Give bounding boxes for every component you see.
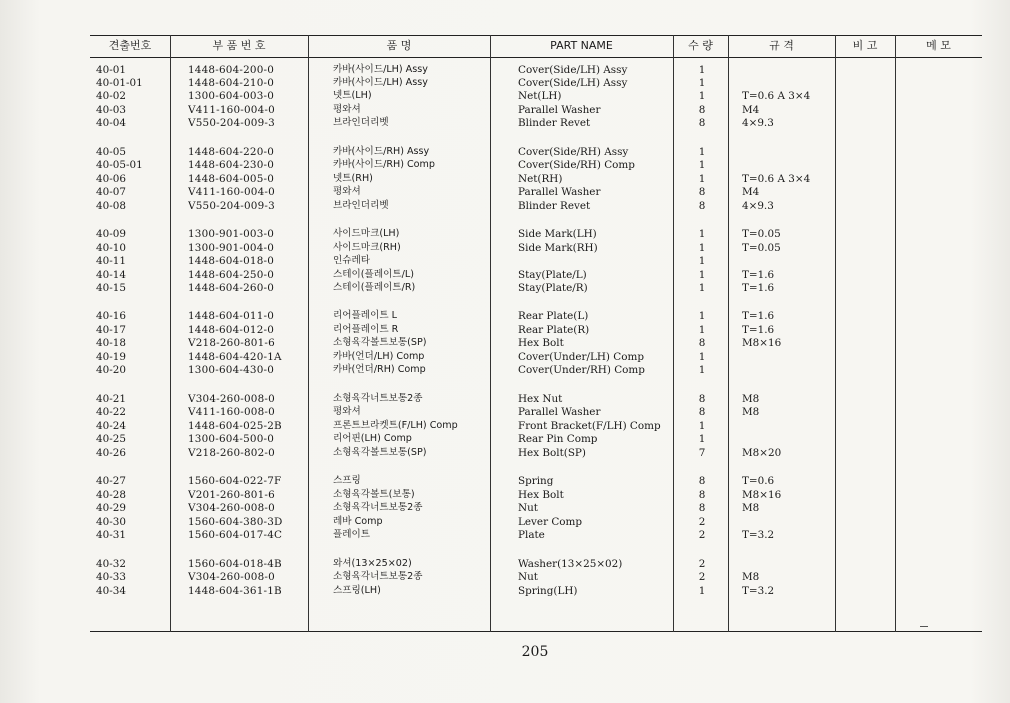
cell-qty: 1 xyxy=(698,310,706,322)
cell-qty: 1 xyxy=(698,269,706,281)
cell-kor: 카바(사이드/RH) Comp xyxy=(333,159,435,170)
cell-eng: Parallel Washer xyxy=(518,104,601,116)
cell-qty: 1 xyxy=(698,282,706,294)
cell-kor: 소형육각너트보통2종 xyxy=(333,502,423,513)
cell-eng: Blinder Revet xyxy=(518,117,591,129)
table-row xyxy=(90,268,982,282)
cell-part-no: 1300-604-500-0 xyxy=(188,433,275,445)
cell-part-no: 1448-604-025-2B xyxy=(188,420,282,432)
cell-qty: 2 xyxy=(698,558,706,570)
cell-kor: 스프링(LH) xyxy=(333,585,381,596)
cell-kor: 카바(사이드/LH) Assy xyxy=(333,77,428,88)
cell-part-no: 1300-604-003-0 xyxy=(188,90,275,102)
table-row xyxy=(90,528,982,542)
cell-code: 40-03 xyxy=(96,104,126,116)
cell-qty: 1 xyxy=(698,420,706,432)
cell-qty: 7 xyxy=(698,447,706,459)
cell-spec: T=0.6 A 3×4 xyxy=(742,173,811,185)
page-number: 205 xyxy=(521,644,549,660)
cell-eng: Cover(Side/RH) Comp xyxy=(518,159,635,171)
cell-eng: Rear Plate(L) xyxy=(518,310,589,322)
table-row xyxy=(90,63,982,77)
cell-spec: 4×9.3 xyxy=(742,200,774,212)
cell-part-no: V201-260-801-6 xyxy=(188,489,275,501)
cell-part-no: 1448-604-230-0 xyxy=(188,159,275,171)
cell-qty: 2 xyxy=(698,571,706,583)
cell-kor: 소형육각볼트보통(SP) xyxy=(333,337,427,348)
cell-qty: 1 xyxy=(698,585,706,597)
cell-qty: 1 xyxy=(698,77,706,89)
cell-qty: 2 xyxy=(698,516,706,528)
table-row xyxy=(90,515,982,529)
cell-eng: Spring(LH) xyxy=(518,585,578,597)
table-row xyxy=(90,158,982,172)
cell-kor: 레바 Comp xyxy=(333,516,383,527)
cell-code: 40-02 xyxy=(96,90,126,102)
cell-code: 40-19 xyxy=(96,351,126,363)
table-row xyxy=(90,336,982,350)
cell-eng: Parallel Washer xyxy=(518,186,601,198)
cell-spec: M8 xyxy=(742,406,760,418)
cell-eng: Side Mark(LH) xyxy=(518,228,597,240)
table-row xyxy=(90,199,982,213)
cell-code: 40-25 xyxy=(96,433,126,445)
cell-part-no: V550-204-009-3 xyxy=(188,200,275,212)
cell-eng: Cover(Side/RH) Assy xyxy=(518,146,629,158)
cell-spec: M8×16 xyxy=(742,489,782,501)
cell-qty: 1 xyxy=(698,324,706,336)
table-row xyxy=(90,103,982,117)
table-row xyxy=(90,281,982,295)
table-row xyxy=(90,350,982,364)
table-row xyxy=(90,309,982,323)
table-row xyxy=(90,89,982,103)
table-row xyxy=(90,241,982,255)
header-name-kor: 품 명 xyxy=(386,39,412,52)
cell-part-no: V411-160-004-0 xyxy=(188,104,275,116)
cell-eng: Stay(Plate/R) xyxy=(518,282,588,294)
cell-qty: 8 xyxy=(698,489,706,501)
cell-qty: 8 xyxy=(698,337,706,349)
cell-eng: Lever Comp xyxy=(518,516,583,528)
cell-qty: 1 xyxy=(698,242,706,254)
cell-eng: Hex Bolt(SP) xyxy=(518,447,586,459)
cell-eng: Hex Bolt xyxy=(518,489,564,501)
cell-spec: 4×9.3 xyxy=(742,117,774,129)
cell-eng: Hex Bolt xyxy=(518,337,564,349)
cell-kor: 소형육각볼트보통(SP) xyxy=(333,447,427,458)
table-row xyxy=(90,446,982,460)
cell-kor: 프론트브라켓트(F/LH) Comp xyxy=(333,420,458,431)
cell-kor: 넷트(RH) xyxy=(333,173,373,184)
cell-eng: Nut xyxy=(518,502,538,514)
cell-eng: Cover(Under/LH) Comp xyxy=(518,351,644,363)
cell-code: 40-29 xyxy=(96,502,126,514)
cell-kor: 리어플레이트 L xyxy=(333,310,397,321)
cell-qty: 1 xyxy=(698,364,706,376)
cell-kor: 평와셔 xyxy=(333,406,361,417)
cell-code: 40-10 xyxy=(96,242,126,254)
cell-kor: 소형육각볼트(보통) xyxy=(333,489,415,500)
cell-kor: 카바(사이드/LH) Assy xyxy=(333,64,428,75)
cell-part-no: 1448-604-220-0 xyxy=(188,146,275,158)
cell-qty: 8 xyxy=(698,502,706,514)
cell-code: 40-31 xyxy=(96,529,126,541)
cell-part-no: 1448-604-005-0 xyxy=(188,173,275,185)
cell-kor: 사이드마크(LH) xyxy=(333,228,400,239)
cell-eng: Hex Nut xyxy=(518,393,563,405)
cell-spec: T=1.6 xyxy=(742,310,775,322)
cell-spec: T=1.6 xyxy=(742,269,775,281)
cell-code: 40-30 xyxy=(96,516,126,528)
cell-eng: Net(LH) xyxy=(518,90,562,102)
cell-code: 40-24 xyxy=(96,420,126,432)
cell-code: 40-01-01 xyxy=(96,77,143,89)
table-row xyxy=(90,392,982,406)
cell-code: 40-05 xyxy=(96,146,126,158)
cell-eng: Rear Pin Comp xyxy=(518,433,598,445)
header-qty: 수 량 xyxy=(688,39,713,52)
cell-part-no: V304-260-008-0 xyxy=(188,393,275,405)
cell-part-no: 1448-604-012-0 xyxy=(188,324,275,336)
table-row xyxy=(90,419,982,433)
parts-table xyxy=(90,35,982,632)
cell-kor: 넷트(LH) xyxy=(333,90,372,101)
cell-kor: 사이드마크(RH) xyxy=(333,242,401,253)
cell-code: 40-22 xyxy=(96,406,126,418)
cell-eng: Cover(Side/LH) Assy xyxy=(518,77,628,89)
cell-part-no: 1300-901-004-0 xyxy=(188,242,275,254)
cell-code: 40-15 xyxy=(96,282,126,294)
cell-spec: M8×16 xyxy=(742,337,782,349)
table-bottom-rule xyxy=(90,631,982,632)
cell-part-no: 1448-604-260-0 xyxy=(188,282,275,294)
cell-kor: 카바(사이드/RH) Assy xyxy=(333,146,430,157)
cell-spec: M4 xyxy=(742,104,760,116)
cell-code: 40-21 xyxy=(96,393,126,405)
cell-part-no: 1448-604-200-0 xyxy=(188,64,275,76)
cell-spec: T=1.6 xyxy=(742,324,775,336)
table-row xyxy=(90,557,982,571)
cell-kor: 스테이(플레이트/L) xyxy=(333,269,414,280)
cell-part-no: 1560-604-380-3D xyxy=(188,516,283,528)
cell-kor: 브라인더리벳 xyxy=(333,200,389,211)
cell-qty: 2 xyxy=(698,529,706,541)
cell-qty: 8 xyxy=(698,406,706,418)
cell-eng: Side Mark(RH) xyxy=(518,242,598,254)
cell-kor: 카바(언더/RH) Comp xyxy=(333,364,426,375)
cell-qty: 1 xyxy=(698,255,706,267)
cell-kor: 소형육각너트보통2종 xyxy=(333,393,423,404)
cell-spec: M8×20 xyxy=(742,447,782,459)
cell-qty: 1 xyxy=(698,159,706,171)
header-part-name: PART NAME xyxy=(550,39,613,52)
cell-part-no: 1448-604-011-0 xyxy=(188,310,275,322)
cell-part-no: 1448-604-210-0 xyxy=(188,77,275,89)
cell-code: 40-20 xyxy=(96,364,126,376)
cell-part-no: V218-260-801-6 xyxy=(188,337,275,349)
cell-kor: 스테이(플레이트/R) xyxy=(333,282,416,293)
cell-spec: T=3.2 xyxy=(742,585,775,597)
cell-qty: 8 xyxy=(698,186,706,198)
corner-mark xyxy=(920,626,928,627)
cell-part-no: V550-204-009-3 xyxy=(188,117,275,129)
cell-code: 40-14 xyxy=(96,269,126,281)
header-remark: 비 고 xyxy=(852,39,878,52)
cell-spec: M8 xyxy=(742,393,760,405)
cell-kor: 브라인더리벳 xyxy=(333,117,389,128)
cell-part-no: 1448-604-018-0 xyxy=(188,255,275,267)
cell-eng: Spring xyxy=(518,475,554,487)
cell-spec: T=3.2 xyxy=(742,529,775,541)
cell-code: 40-09 xyxy=(96,228,126,240)
cell-code: 40-16 xyxy=(96,310,126,322)
table-row xyxy=(90,474,982,488)
cell-qty: 1 xyxy=(698,64,706,76)
cell-kor: 소형육각너트보통2종 xyxy=(333,571,423,582)
cell-kor: 플레이트 xyxy=(333,529,371,540)
cell-code: 40-28 xyxy=(96,489,126,501)
header-spec: 규 격 xyxy=(769,39,794,52)
cell-qty: 8 xyxy=(698,104,706,116)
table-row xyxy=(90,185,982,199)
cell-code: 40-18 xyxy=(96,337,126,349)
cell-spec: M4 xyxy=(742,186,760,198)
cell-qty: 1 xyxy=(698,90,706,102)
cell-code: 40-27 xyxy=(96,475,126,487)
cell-code: 40-33 xyxy=(96,571,126,583)
cell-code: 40-06 xyxy=(96,173,126,185)
table-row xyxy=(90,76,982,90)
table-row xyxy=(90,254,982,268)
cell-qty: 8 xyxy=(698,200,706,212)
cell-eng: Blinder Revet xyxy=(518,200,591,212)
cell-qty: 1 xyxy=(698,228,706,240)
cell-code: 40-11 xyxy=(96,255,126,267)
cell-part-no: 1560-604-018-4B xyxy=(188,558,282,570)
table-row xyxy=(90,432,982,446)
cell-kor: 카바(언더/LH) Comp xyxy=(333,351,425,362)
cell-qty: 8 xyxy=(698,117,706,129)
cell-code: 40-07 xyxy=(96,186,126,198)
header-part-no: 부 품 번 호 xyxy=(212,39,266,52)
cell-code: 40-04 xyxy=(96,117,126,129)
table-row xyxy=(90,116,982,130)
cell-kor: 평와셔 xyxy=(333,186,361,197)
cell-qty: 8 xyxy=(698,393,706,405)
cell-qty: 1 xyxy=(698,433,706,445)
table-row xyxy=(90,145,982,159)
cell-part-no: 1448-604-361-1B xyxy=(188,585,282,597)
cell-eng: Rear Plate(R) xyxy=(518,324,590,336)
cell-spec: T=1.6 xyxy=(742,282,775,294)
cell-part-no: V411-160-004-0 xyxy=(188,186,275,198)
cell-kor: 리어핀(LH) Comp xyxy=(333,433,412,444)
cell-eng: Stay(Plate/L) xyxy=(518,269,587,281)
table-row xyxy=(90,323,982,337)
cell-qty: 1 xyxy=(698,173,706,185)
cell-qty: 1 xyxy=(698,146,706,158)
cell-part-no: 1300-901-003-0 xyxy=(188,228,275,240)
cell-eng: Plate xyxy=(518,529,545,541)
table-row xyxy=(90,501,982,515)
table-row xyxy=(90,405,982,419)
cell-eng: Net(RH) xyxy=(518,173,563,185)
cell-eng: Nut xyxy=(518,571,538,583)
cell-part-no: 1560-604-022-7F xyxy=(188,475,282,487)
cell-qty: 1 xyxy=(698,351,706,363)
header-code: 견출번호 xyxy=(108,39,152,52)
cell-eng: Front Bracket(F/LH) Comp xyxy=(518,420,661,432)
cell-part-no: 1448-604-250-0 xyxy=(188,269,275,281)
cell-spec: T=0.6 xyxy=(742,475,775,487)
cell-eng: Cover(Under/RH) Comp xyxy=(518,364,645,376)
table-row xyxy=(90,570,982,584)
cell-part-no: 1560-604-017-4C xyxy=(188,529,283,541)
cell-qty: 8 xyxy=(698,475,706,487)
cell-eng: Parallel Washer xyxy=(518,406,601,418)
cell-part-no: V218-260-802-0 xyxy=(188,447,275,459)
cell-part-no: V304-260-008-0 xyxy=(188,571,275,583)
cell-code: 40-08 xyxy=(96,200,126,212)
cell-kor: 인슈레타 xyxy=(333,255,371,266)
cell-code: 40-26 xyxy=(96,447,126,459)
header-memo: 메 모 xyxy=(926,39,951,52)
cell-part-no: 1300-604-430-0 xyxy=(188,364,275,376)
cell-code: 40-34 xyxy=(96,585,126,597)
cell-spec: M8 xyxy=(742,502,760,514)
table-row xyxy=(90,227,982,241)
cell-part-no: V304-260-008-0 xyxy=(188,502,275,514)
cell-kor: 리어플레이트 R xyxy=(333,324,399,335)
cell-code: 40-05-01 xyxy=(96,159,143,171)
cell-kor: 와셔(13×25×02) xyxy=(333,558,412,569)
cell-spec: T=0.05 xyxy=(742,228,781,240)
cell-eng: Cover(Side/LH) Assy xyxy=(518,64,628,76)
cell-code: 40-01 xyxy=(96,64,126,76)
cell-part-no: 1448-604-420-1A xyxy=(188,351,282,363)
cell-spec: M8 xyxy=(742,571,760,583)
cell-kor: 스프링 xyxy=(333,475,361,486)
header-bottom-rule xyxy=(90,57,982,58)
cell-eng: Washer(13×25×02) xyxy=(518,558,623,570)
cell-spec: T=0.05 xyxy=(742,242,781,254)
cell-code: 40-17 xyxy=(96,324,126,336)
table-row xyxy=(90,363,982,377)
cell-part-no: V411-160-008-0 xyxy=(188,406,275,418)
table-row xyxy=(90,172,982,186)
table-row xyxy=(90,584,982,598)
cell-spec: T=0.6 A 3×4 xyxy=(742,90,811,102)
cell-code: 40-32 xyxy=(96,558,126,570)
table-row xyxy=(90,488,982,502)
cell-kor: 평와셔 xyxy=(333,104,361,115)
